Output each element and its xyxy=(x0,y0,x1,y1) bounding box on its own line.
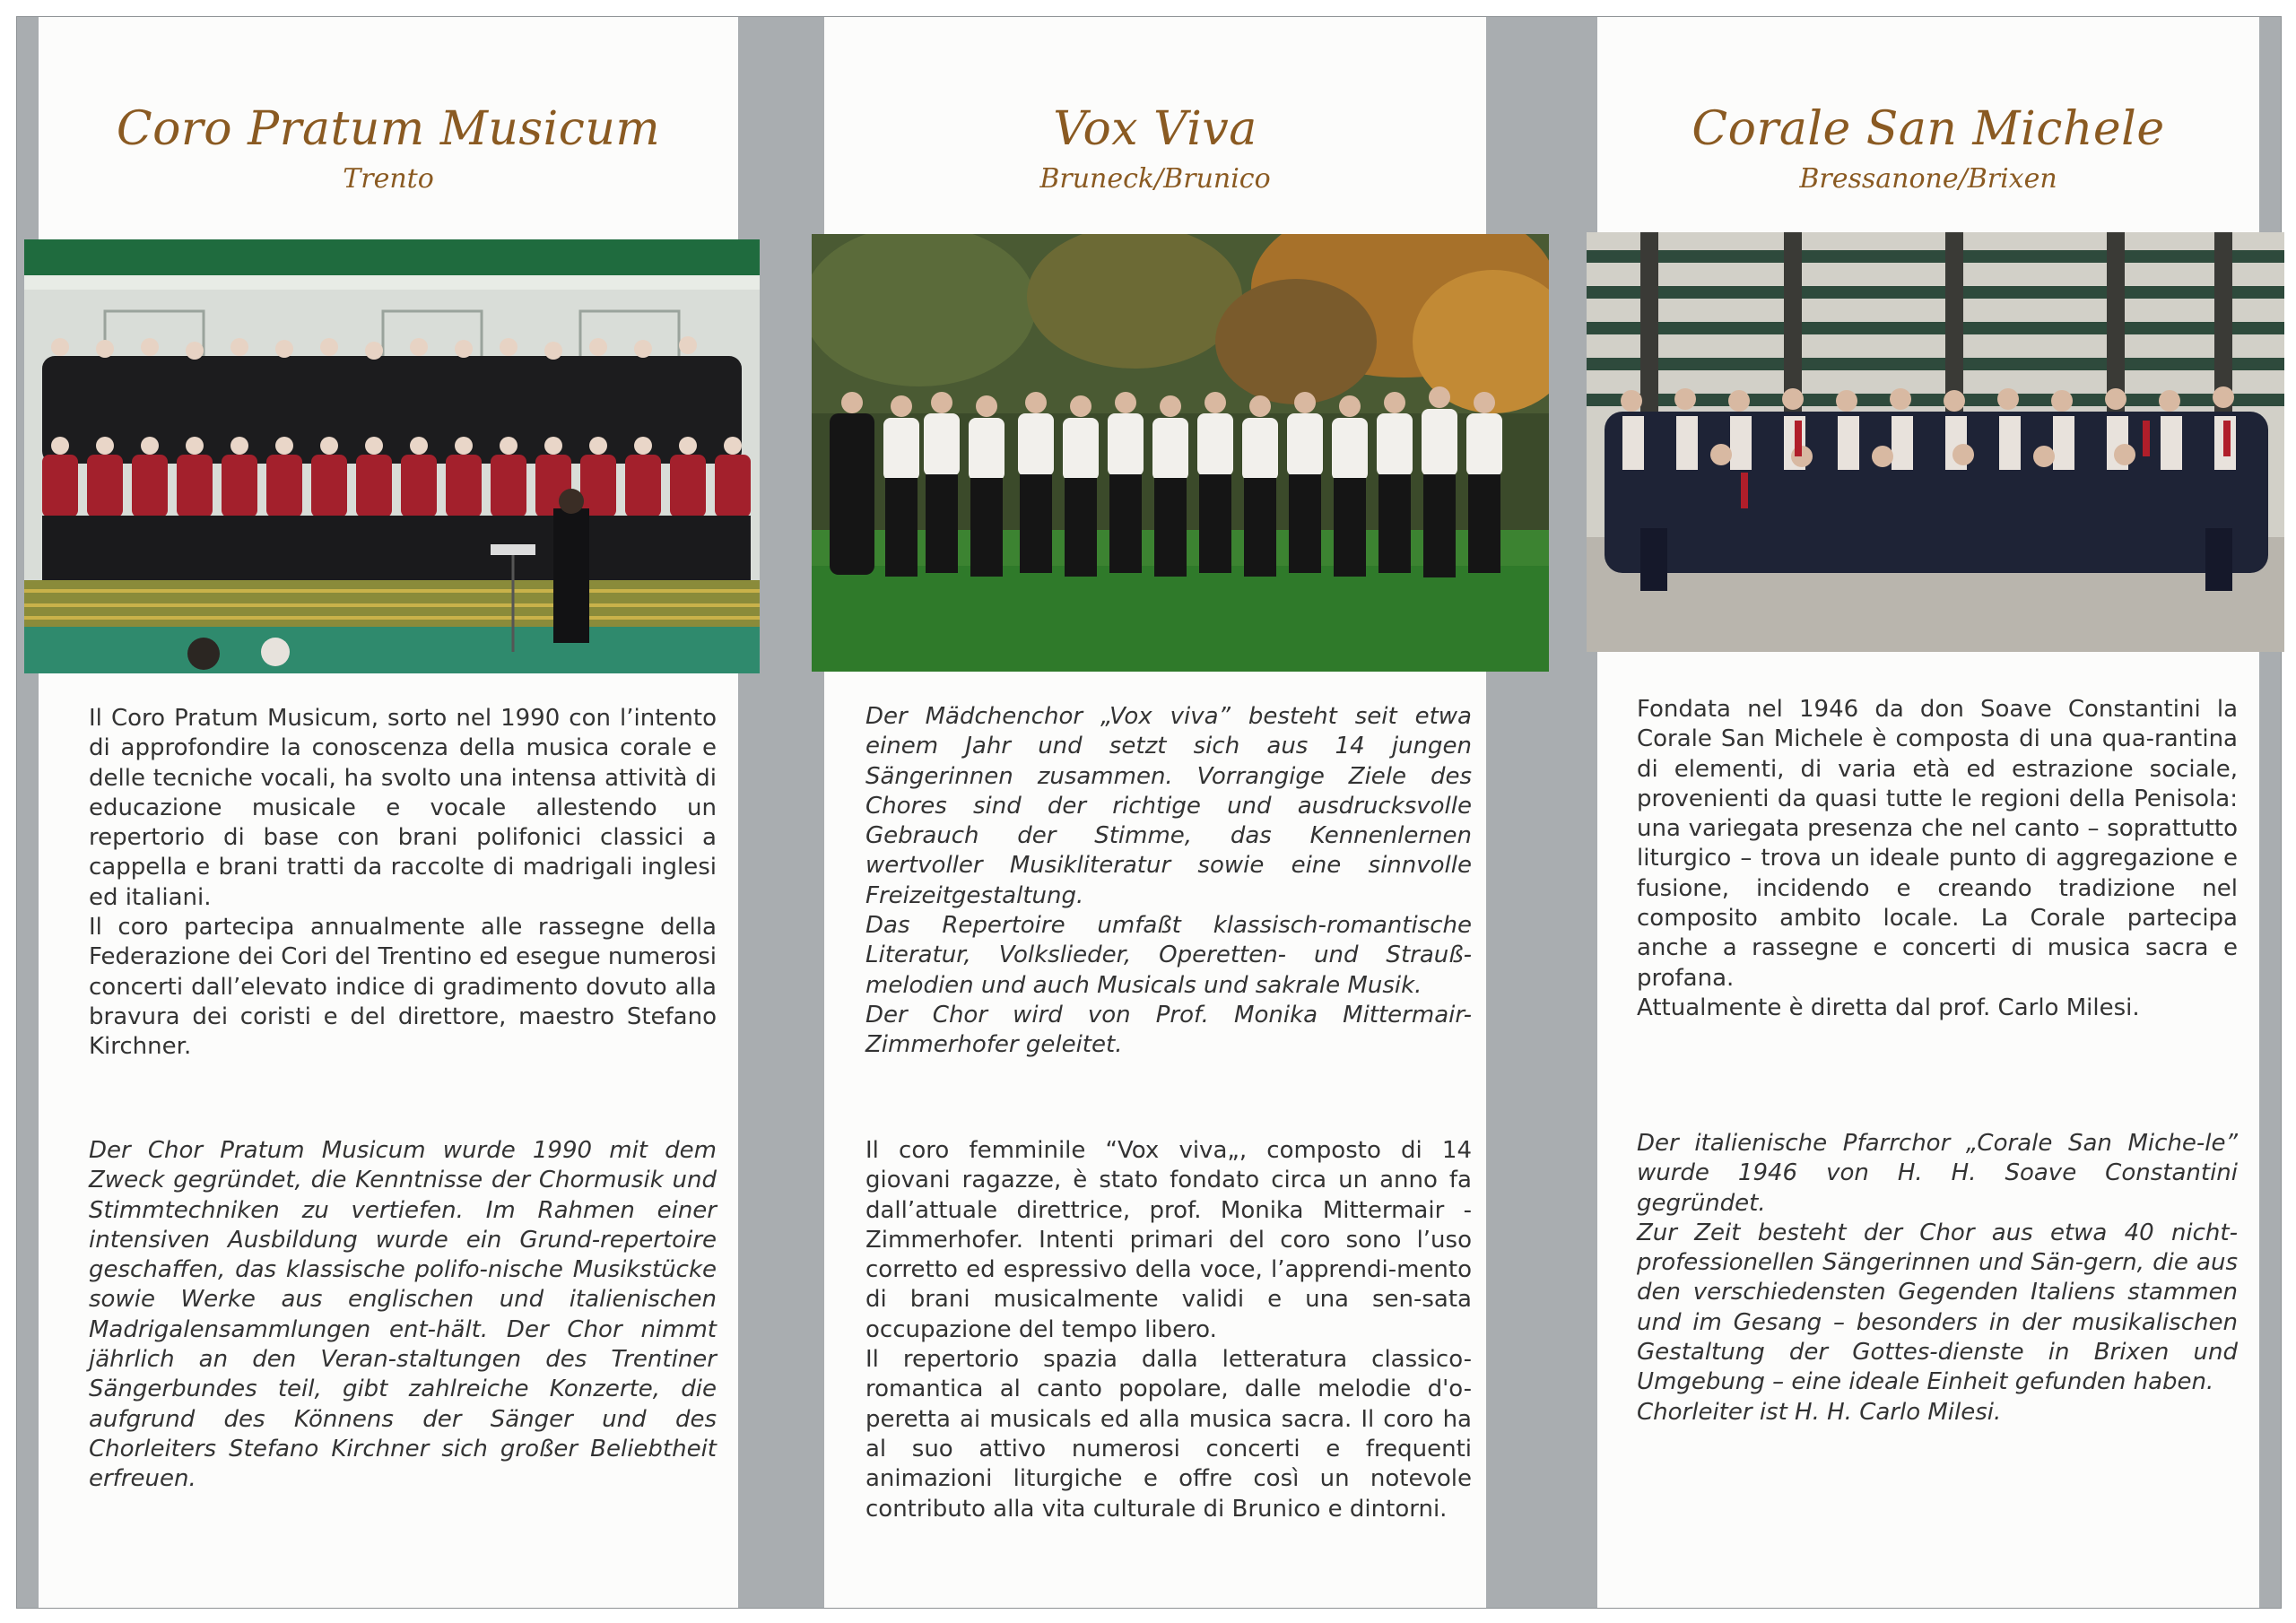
choir-title: Coro Pratum Musicum xyxy=(116,102,661,156)
panel-coro-pratum-musicum xyxy=(39,17,738,1608)
paragraph: Der Chor Pratum Musicum wurde 1990 mit dem Zweck gegründet, die Kenntnisse der Chormusik und Stimmtechniken zu vertiefen. Im Rahmen einer intensiven Ausbildung wurde ein Grund-repertoire geschaffen, das klassische polifo-nische Musikstücke sowie Werke aus englischen und italienischen Madrigalensammlungen ent-hält. Der Chor nimmt jährlich an den Veran-staltungen des Trentiner Sängerbundes teil, gibt zahlreiche Konzerte, die aufgrund des Könnens der Sänger und des Chorleiters Stefano Kirchner sich großer Beliebtheit erfreuen. xyxy=(89,1137,717,1493)
panel-corale-san-michele xyxy=(1597,17,2259,1608)
scanned-brochure xyxy=(16,16,2282,1609)
paragraph: Der Chor wird von Prof. Monika Mittermair-Zimmerhofer geleitet. xyxy=(865,1001,1472,1059)
choir-title: Vox Viva xyxy=(1053,102,1257,156)
paragraph: Il coro partecipa annualmente alle rassegne della Federazione dei Cori del Trentino ed esegue numerosi concerti dall’elevato indice di gradimento dovuto alla bravura dei coristi e del direttore, maestro Stefano Kirchner. xyxy=(89,914,717,1061)
panel-header xyxy=(39,102,738,197)
choir-in-park-photo xyxy=(812,234,1549,672)
description-german xyxy=(865,702,1472,1061)
panel-header xyxy=(824,102,1486,197)
paragraph: Der Mädchenchor „Vox viva” besteht seit etwa einem Jahr und setzt sich aus 14 jungen Sängerinnen zusammen. Vorrangige Ziele des Chores sind der richtige und ausdrucksvolle Gebrauch der Stimme, das Kennenlernen wertvoller Musikliteratur sowie eine sinnvolle Freizeitgestaltung. xyxy=(865,703,1472,909)
choir-location: Bressanone/Brixen xyxy=(1799,163,2057,195)
panel-vox-viva xyxy=(824,17,1486,1608)
choir-on-stage-photo xyxy=(24,239,760,673)
description-german xyxy=(1637,1129,2238,1428)
paragraph: Il coro femminile “Vox viva„, composto di 14 giovani ragazze, è stato fondato circa un anno fa dall’attuale direttrice, prof. Monika Mittermair - Zimmerhofer. Intenti primari del coro sono l’uso corretto ed espressivo della voce, l’apprendi-mento di brani musicalmente validi e una sen-sata occupazione del tempo libero. xyxy=(865,1137,1472,1343)
paragraph: Il repertorio spazia dalla letteratura classico-romantica al canto popolare, dalle melodie d'o-peretta ai musicals ed alla musica sacra. Il coro ha al suo attivo numerosi concerti e frequenti animazioni liturgiche e offre così un notevole contributo alla vita culturale di Brunico e dintorni. xyxy=(865,1346,1472,1523)
paragraph: Der italienische Pfarrchor „Corale San Miche-le” wurde 1946 von H. H. Soave Constantini gegründet. xyxy=(1637,1130,2238,1217)
choir-location: Trento xyxy=(343,163,434,195)
description-italian xyxy=(89,704,717,1063)
description-italian xyxy=(865,1136,1472,1524)
panel-header xyxy=(1597,102,2259,197)
choir-title: Corale San Michele xyxy=(1692,102,2165,156)
choir-in-front-of-cathedral-photo xyxy=(1587,232,2284,652)
description-german xyxy=(89,1136,717,1495)
paragraph: Fondata nel 1946 da don Soave Constantini la Corale San Michele è composta di una qua-rantina di elementi, di varia età ed estrazione sociale, provenienti da quasi tutte le regioni della Penisola: una variegata presenza che nel canto – soprattutto liturgico – trova un ideale punto di aggregazione e fusione, incidendo e creando tradizione nel composito ambito locale. La Corale partecipa anche a rassegne e concerti di musica sacra e profana. xyxy=(1637,696,2238,992)
description-italian xyxy=(1637,695,2238,1023)
paragraph: Il Coro Pratum Musicum, sorto nel 1990 con l’intento di approfondire la conoscenza della musica corale e delle tecniche vocali, ha svolto una intensa attività di educazione musicale e vocale allestendo un repertorio di base con brani polifonici classici a cappella e brani tratti da raccolte di madrigali inglesi ed italiani. xyxy=(89,705,717,911)
choir-location: Bruneck/Brunico xyxy=(1039,163,1271,195)
paragraph: Chorleiter ist H. H. Carlo Milesi. xyxy=(1637,1398,2002,1426)
paragraph: Attualmente è diretta dal prof. Carlo Milesi. xyxy=(1637,994,2140,1021)
paragraph: Zur Zeit besteht der Chor aus etwa 40 nicht-professionellen Sängerinnen und Sän-gern, die aus den verschiedensten Gegenden Italiens stammen und im Gesang – besonders in der musikalischen Gestaltung der Gottes-dienste in Brixen und Umgebung – eine ideale Einheit gefunden haben. xyxy=(1637,1219,2238,1396)
paragraph: Das Repertoire umfaßt klassisch-romantische Literatur, Volkslieder, Operetten- und Strauß-melodien und auch Musicals und sakrale Musik. xyxy=(865,912,1472,999)
